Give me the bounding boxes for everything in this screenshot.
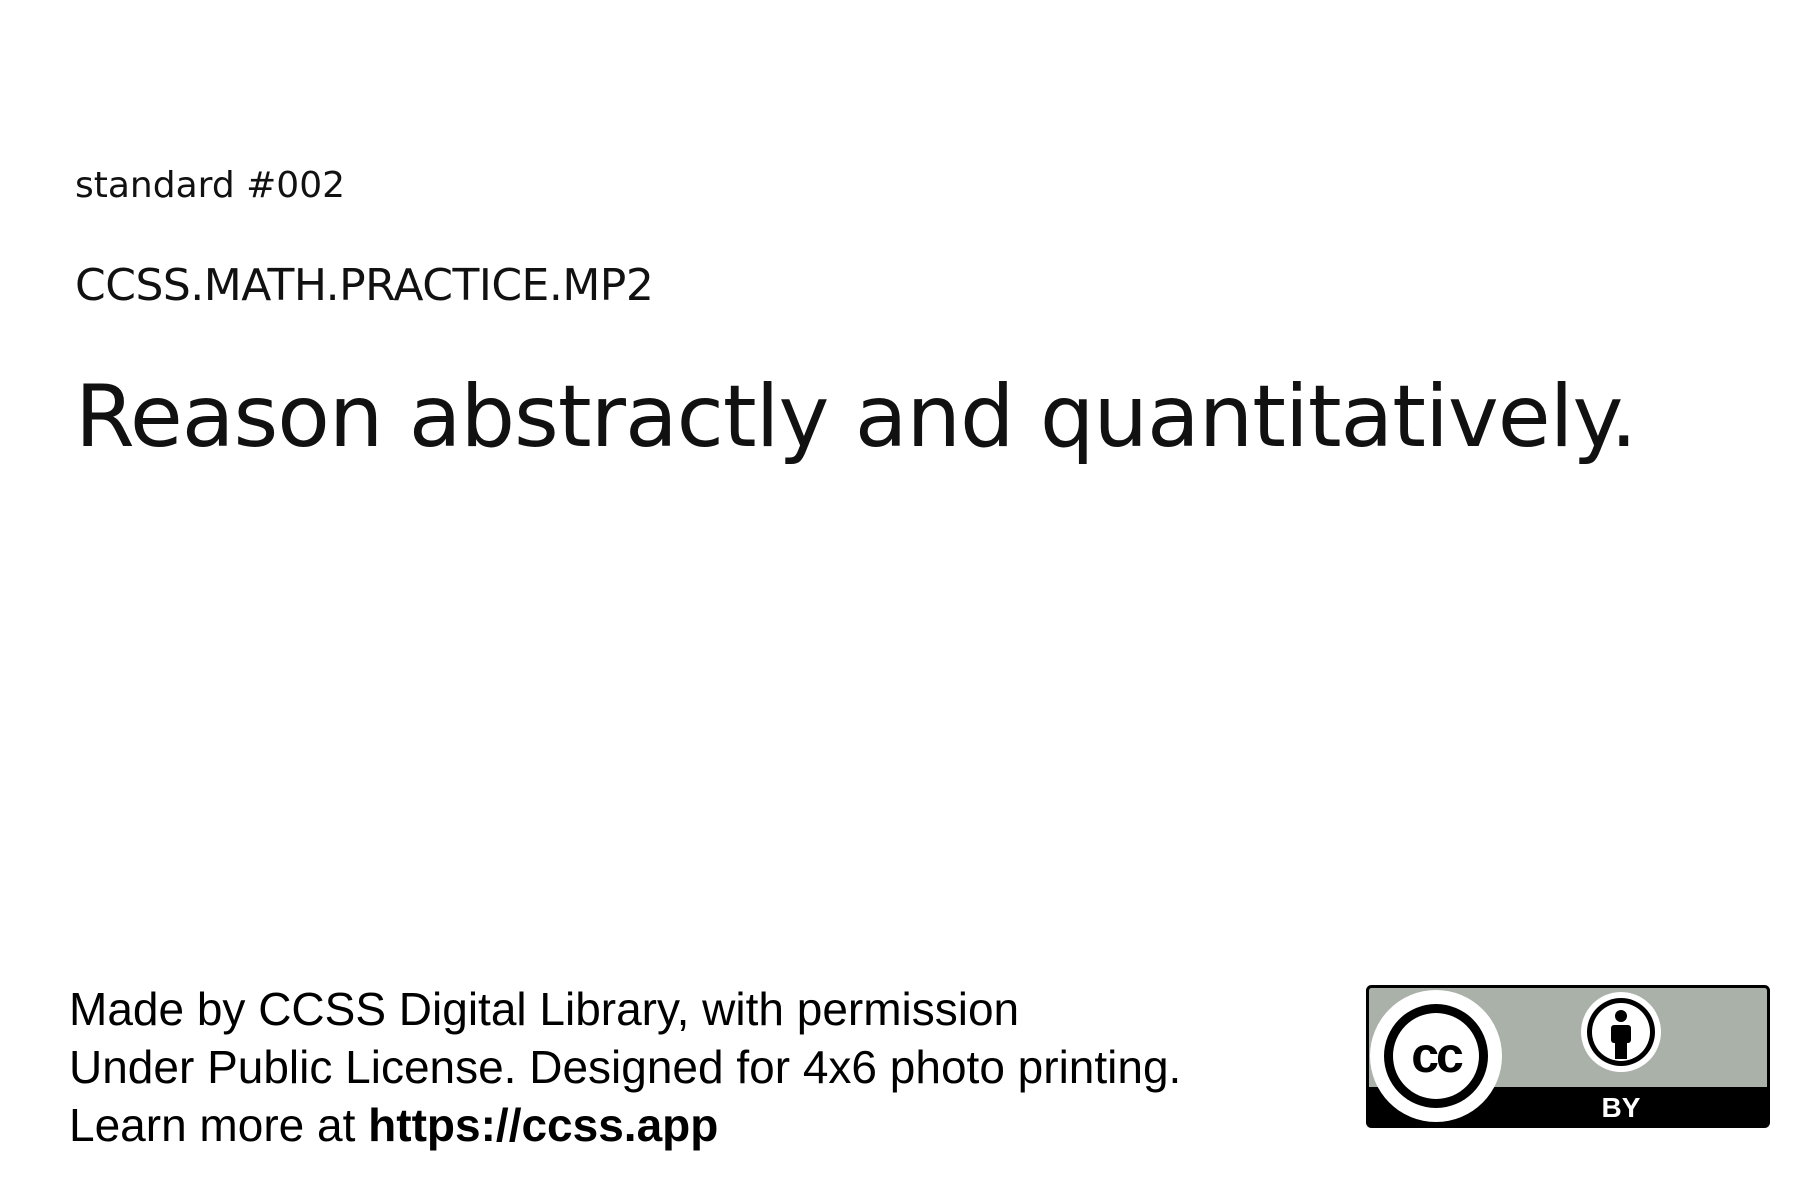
person-body-icon [1611,1025,1631,1043]
cc-by-license-icon [1366,985,1770,1128]
attribution-line-3 [69,1096,1181,1154]
learn-more-text: Learn more at [69,1099,369,1151]
person-head-icon [1615,1010,1627,1022]
ccss-app-link[interactable]: https://ccss.app [368,1099,719,1151]
standard-code: CCSS.MATH.PRACTICE.MP2 [75,260,654,311]
cc-letters: cc [1411,1027,1461,1083]
by-label: BY [1601,1092,1641,1123]
attribution-footer [69,980,1181,1154]
standard-title: Reason abstractly and quantitatively. [75,367,1637,467]
standard-number: standard #002 [75,165,345,206]
person-legs-icon [1615,1041,1627,1059]
attribution-line-1: Made by CCSS Digital Library, with permission [69,983,1020,1035]
attribution-line-2: Under Public License. Designed for 4x6 photo printing. [69,1041,1182,1093]
